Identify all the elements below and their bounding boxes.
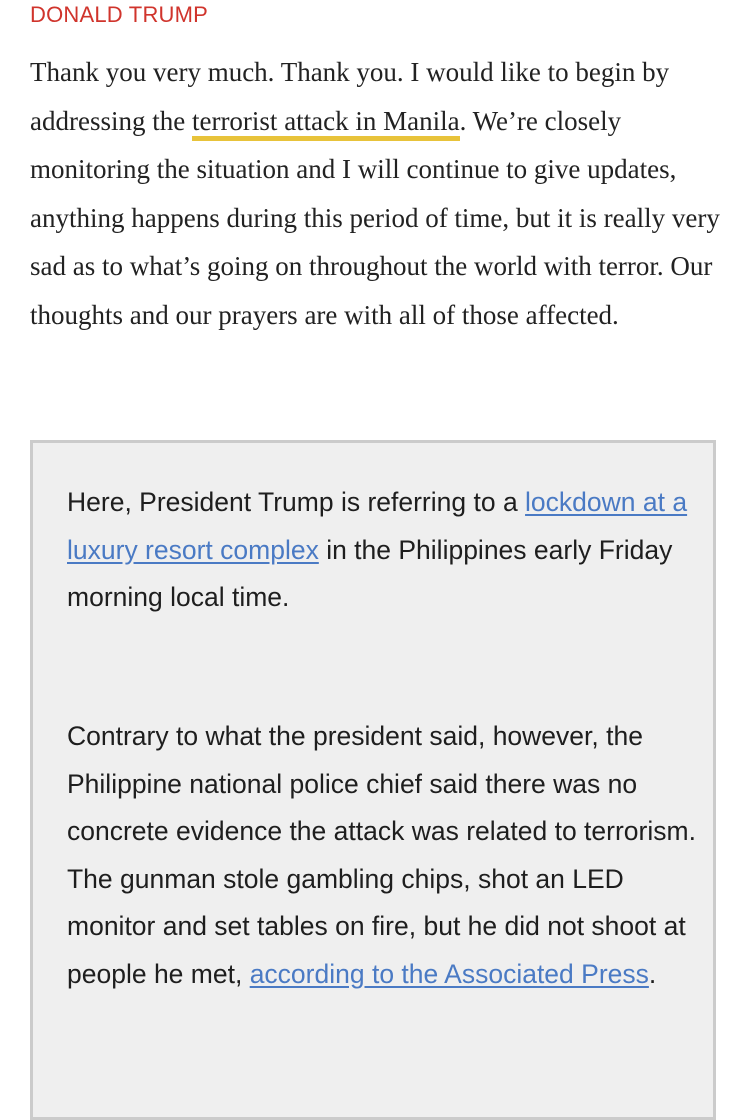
annotation-p1-text-before: Here, President Trump is referring to a [67,487,526,517]
annotation-p1-text-after: in the Philippines early Friday morning local time. [67,534,673,612]
annotation-paragraph-2 [67,713,697,998]
highlighted-phrase-text[interactable]: terrorist attack in Manila [191,105,460,136]
highlighted-phrase[interactable] [192,106,460,136]
annotation-p2-text-before: Contrary to what the president said, however, the Philippine national police chief said there was no concrete evidence the attack was related to terrorism. The gunman stole gambling chips, shot an LED monitor and set tables on fire, but he did not shoot at people he met, [67,721,696,989]
speaker-name: DONALD TRUMP [30,2,209,27]
annotation-p2-text-after: . [648,958,657,989]
lockdown-link[interactable]: lockdown at a luxury resort complex [67,487,688,565]
associated-press-link[interactable]: according to the Associated Press [249,958,649,989]
annotation-box [30,440,716,1120]
highlight-underline [192,136,460,141]
annotation-paragraph-1 [67,479,697,622]
quote-text-before: Thank you very much. Thank you. I would like to begin by addressing the [30,57,670,136]
transcript-quote [30,48,730,339]
quote-text-after: . We’re closely monitoring the situation and I will continue to give updates, anything happens during this period of time, but it is really very sad as to what’s going on throughout the world with terror. Our thoughts and our prayers are with all of those affected. [30,105,720,330]
